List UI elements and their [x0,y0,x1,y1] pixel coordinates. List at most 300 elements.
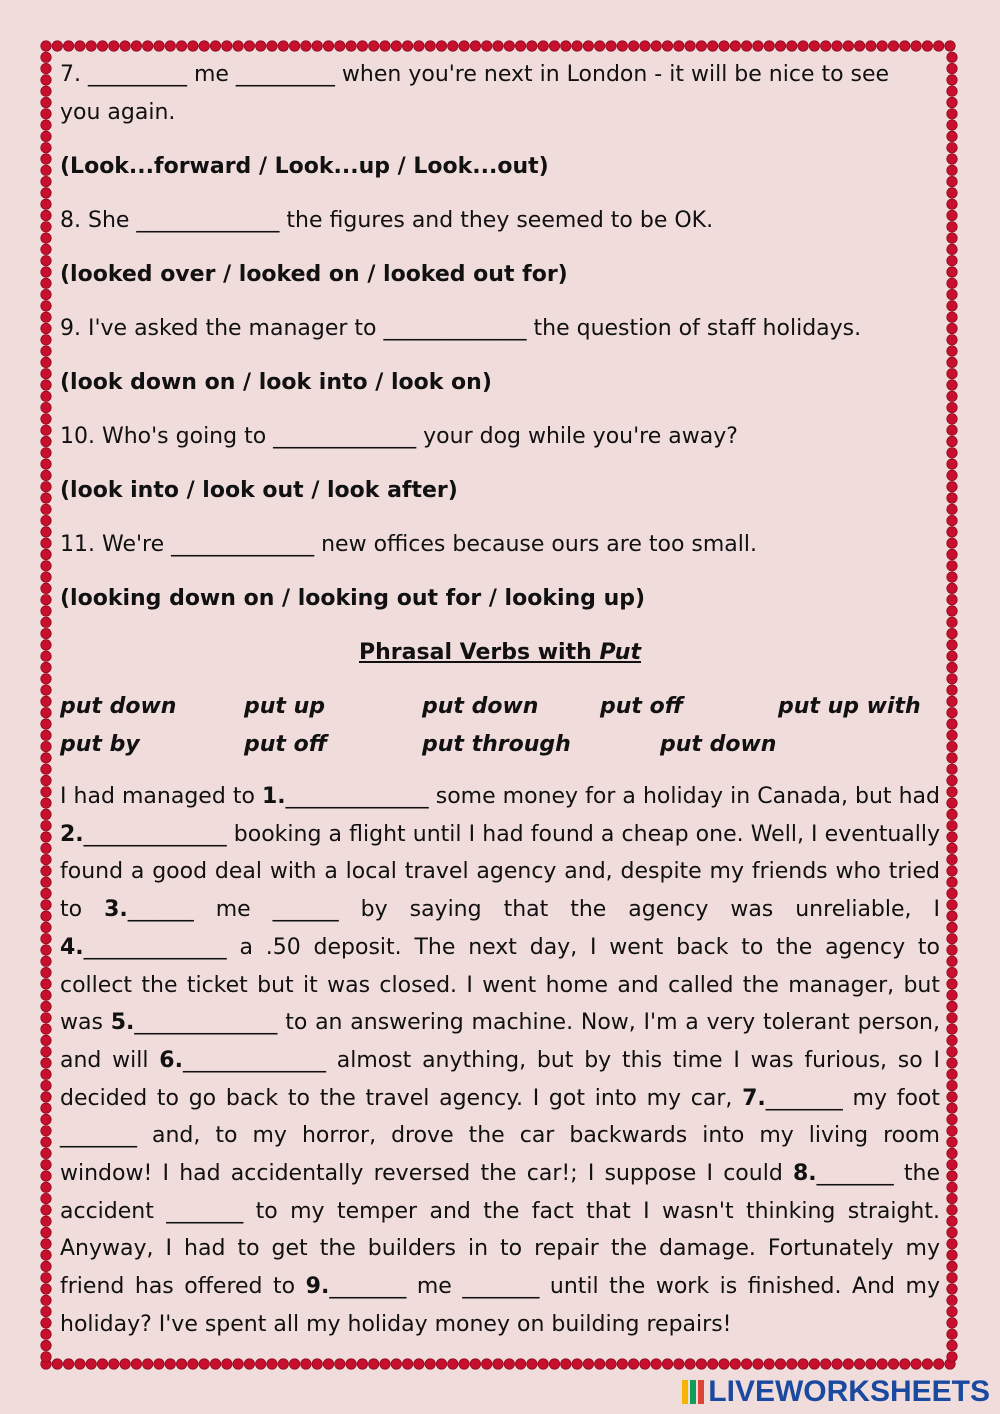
border-bead [947,436,957,446]
answer-options: (looked over / looked on / looked out for) [60,262,568,287]
border-bead [947,877,957,887]
word-bank-item: put down [422,694,539,719]
border-bead [41,685,51,695]
border-bead [41,86,51,96]
border-bead [41,267,51,277]
paragraph-text: _____________ booking a flight until I had found a cheap one. Well, I eventually found a good deal with a local travel agency and, despite my friends who tried to [60,821,940,923]
border-bead [685,41,695,51]
border-bead [617,1359,627,1369]
border-bead [674,41,684,51]
border-bead [595,41,605,51]
border-bead [335,1359,345,1369]
section-title-prefix: Phrasal Verbs with [359,640,600,665]
border-bead [41,402,51,412]
border-bead [947,787,957,797]
border-bead [41,176,51,186]
border-bead [41,1329,51,1339]
border-bead [41,945,51,955]
border-bead [41,335,51,345]
border-bead [877,1359,887,1369]
border-bead [41,312,51,322]
border-bead [947,199,957,209]
border-bead [561,1359,571,1369]
border-bead [199,1359,209,1369]
border-bead [41,1035,51,1045]
answer-options: (looking down on / looking out for / looking up) [60,586,646,611]
border-bead [414,1359,424,1369]
border-bead [775,41,785,51]
border-bead [947,538,957,548]
border-bead [41,1205,51,1215]
logo-text: LIVEWORKSHEETS [708,1375,990,1408]
border-bead [199,41,209,51]
gap-number: 7. [742,1085,766,1111]
border-bead [947,764,957,774]
border-bead [947,549,957,559]
border-bead [595,1359,605,1369]
border-bead [41,990,51,1000]
border-bead [131,1359,141,1369]
border-bead [244,41,254,51]
border-bead [947,1069,957,1079]
border-bead [470,41,480,51]
border-bead [41,956,51,966]
word-bank [60,688,940,764]
word-bank-item: put up [244,694,325,719]
question-8 [60,202,940,294]
border-bead [86,41,96,51]
border-bead [947,402,957,412]
border-bead [947,595,957,605]
border-bead [41,210,51,220]
border-bead [267,41,277,51]
border-bead [572,41,582,51]
border-bead [549,41,559,51]
border-bead [947,798,957,808]
border-bead [425,1359,435,1369]
gap-number: 4. [60,934,84,960]
border-bead [41,1261,51,1271]
border-bead [41,199,51,209]
border-bead [41,448,51,458]
border-bead [947,1058,957,1068]
border-bead [947,911,957,921]
border-bead [888,1359,898,1369]
border-bead [41,719,51,729]
border-bead [459,41,469,51]
border-bead [448,41,458,51]
border-bead [448,1359,458,1369]
border-bead [41,877,51,887]
border-bead [41,504,51,514]
border-bead [41,640,51,650]
border-bead [109,41,119,51]
border-bead [947,628,957,638]
border-bead [947,75,957,85]
border-bead [41,1295,51,1305]
border-bead [41,425,51,435]
border-bead [41,1306,51,1316]
border-bead [866,41,876,51]
border-bead [301,1359,311,1369]
border-bead [233,41,243,51]
border-bead [41,628,51,638]
border-bead [312,1359,322,1369]
word-bank-item: put up with [778,694,921,719]
border-bead [154,1359,164,1369]
border-bead [97,1359,107,1369]
border-bead [798,41,808,51]
border-bead [947,1024,957,1034]
border-bead [947,210,957,220]
border-bead [75,41,85,51]
gap-fill-paragraph [60,778,940,1344]
border-bead [41,414,51,424]
border-bead [947,448,957,458]
border-bead [41,1137,51,1147]
border-bead [41,1318,51,1328]
border-bead [947,606,957,616]
word-bank-item: put by [60,732,140,757]
border-bead [335,41,345,51]
border-bead [41,674,51,684]
border-bead [947,267,957,277]
border-bead [41,1092,51,1102]
gap-number: 9. [305,1274,330,1300]
border-bead [947,843,957,853]
border-bead [947,188,957,198]
border-bead [143,41,153,51]
border-bead [787,41,797,51]
border-bead [357,1359,367,1369]
border-bead [278,41,288,51]
border-bead [41,595,51,605]
border-bead [922,41,932,51]
border-bead [821,1359,831,1369]
border-bead [41,866,51,876]
border-bead [900,41,910,51]
border-bead [947,97,957,107]
question-text: 7. _________ me _________ when you're next in London - it will be nice to see [60,62,890,87]
border-bead [651,41,661,51]
answer-options: (Look...forward / Look...up / Look...out) [60,154,549,179]
gap-number: 8. [793,1161,817,1187]
border-bead [947,515,957,525]
border-bead [947,651,957,661]
worksheet-content [60,56,940,1344]
question-text: 8. She _____________ the figures and they seemed to be OK. [60,208,714,233]
border-bead [41,165,51,175]
border-bead [41,369,51,379]
paragraph-text: I had managed to [60,784,262,809]
border-bead [402,1359,412,1369]
border-bead [549,1359,559,1369]
border-bead [947,979,957,989]
border-bead [888,41,898,51]
border-bead [708,41,718,51]
border-bead [459,1359,469,1369]
border-bead [947,1126,957,1136]
border-bead [947,1035,957,1045]
border-bead [256,41,266,51]
border-bead [41,809,51,819]
border-bead [41,109,51,119]
border-bead [41,1171,51,1181]
border-bead [947,120,957,130]
question-text: 9. I've asked the manager to _____________ the question of staff holidays. [60,316,862,341]
paragraph-text: _____________ a .50 deposit. The next day, I went back to the agency to collect the ticket but it was closed. I went home and called the manager, but was [60,934,940,1036]
border-bead [947,504,957,514]
paragraph-text: _______ the accident _______ to my temper and the fact that I wasn't thinking straight. Anyway, I had to get the builders in to repair the damage. Fortunately my friend has offered to [60,1161,940,1300]
border-bead [41,888,51,898]
border-bead [775,1359,785,1369]
border-bead [41,1160,51,1170]
border-bead [947,414,957,424]
border-bead [934,1359,944,1369]
border-bead [41,436,51,446]
border-bead [391,1359,401,1369]
border-bead [120,41,130,51]
border-bead [41,380,51,390]
border-bead [267,1359,277,1369]
border-bead [278,1359,288,1369]
answer-options: (look into / look out / look after) [60,478,458,503]
border-bead [947,256,957,266]
border-bead [41,798,51,808]
border-bead [583,1359,593,1369]
border-bead [41,1080,51,1090]
border-bead [900,1359,910,1369]
border-bead [41,527,51,537]
border-bead [41,52,51,62]
border-bead [832,41,842,51]
border-bead [176,41,186,51]
border-bead [301,41,311,51]
border-bead [764,1359,774,1369]
border-bead [41,244,51,254]
border-bead [947,741,957,751]
paragraph-text: _______ me _______ until the work is finished. And my holiday? I've spent all my holiday money on building repairs! [60,1274,940,1337]
border-bead [947,674,957,684]
border-bead [947,1239,957,1249]
border-bead [947,1227,957,1237]
border-bead [41,1047,51,1057]
border-bead [947,1182,957,1192]
border-bead [617,41,627,51]
border-bead [741,1359,751,1369]
border-bead [41,41,51,51]
border-bead [947,1148,957,1158]
border-bead [289,41,299,51]
border-bead [696,1359,706,1369]
border-bead [947,753,957,763]
border-bead [41,934,51,944]
border-bead [402,41,412,51]
border-bead [606,1359,616,1369]
gap-number: 1. [262,784,286,809]
border-bead [628,41,638,51]
border-bead [369,1359,379,1369]
border-bead [504,41,514,51]
border-bead [947,1318,957,1328]
border-bead [41,708,51,718]
border-bead [947,967,957,977]
border-bead [947,708,957,718]
question-11 [60,526,940,618]
border-bead [41,278,51,288]
border-bead [947,1352,957,1362]
border-bead [41,1227,51,1237]
border-bead [947,1306,957,1316]
border-bead [947,821,957,831]
border-bead [947,357,957,367]
border-bead [947,312,957,322]
border-bead [188,41,198,51]
border-bead [719,41,729,51]
border-bead [922,1359,932,1369]
border-bead [41,764,51,774]
border-bead [947,52,957,62]
border-bead [323,1359,333,1369]
border-bead [947,685,957,695]
border-bead [911,41,921,51]
border-bead [947,583,957,593]
border-bead [947,1329,957,1339]
border-bead [41,188,51,198]
border-bead [947,233,957,243]
border-bead [843,1359,853,1369]
border-bead [143,1359,153,1369]
border-bead [176,1359,186,1369]
border-bead [41,154,51,164]
border-bead [947,561,957,571]
border-bead [41,301,51,311]
border-bead [685,1359,695,1369]
answer-options: (look down on / look into / look on) [60,370,492,395]
border-bead [493,1359,503,1369]
border-bead [947,391,957,401]
border-bead [696,41,706,51]
border-bead [947,1340,957,1350]
border-bead [730,41,740,51]
border-bead [947,154,957,164]
border-bead [41,651,51,661]
border-bead [75,1359,85,1369]
border-bead [210,41,220,51]
border-bead [41,97,51,107]
gap-number: 3. [104,897,128,923]
border-bead [493,41,503,51]
border-bead [947,934,957,944]
border-bead [843,41,853,51]
border-bead [41,821,51,831]
border-bead [947,278,957,288]
border-bead [380,1359,390,1369]
border-bead [628,1359,638,1369]
border-bead [947,335,957,345]
border-bead [289,1359,299,1369]
border-bead [109,1359,119,1369]
border-bead [41,730,51,740]
border-bead [947,1103,957,1113]
border-bead [640,41,650,51]
paragraph-text: _____________ almost anything, but by this time I was furious, so I decided to go back to the travel agency. I got into my car, [60,1047,940,1111]
border-bead [947,809,957,819]
border-bead [947,346,957,356]
border-bead [41,662,51,672]
border-bead [947,1295,957,1305]
border-bead [866,1359,876,1369]
border-bead [674,1359,684,1369]
border-bead [41,832,51,842]
border-bead [312,41,322,51]
border-bead [41,459,51,469]
border-bead [41,346,51,356]
border-bead [515,1359,525,1369]
border-bead [527,41,537,51]
border-bead [436,1359,446,1369]
border-bead [947,1013,957,1023]
border-bead [662,1359,672,1369]
border-bead [947,143,957,153]
border-bead [41,323,51,333]
border-bead [346,41,356,51]
border-bead [947,1216,957,1226]
border-bead [561,41,571,51]
border-bead [947,572,957,582]
border-bead [854,41,864,51]
border-bead [947,922,957,932]
border-bead [945,41,955,51]
border-bead [41,1340,51,1350]
border-bead [41,741,51,751]
border-bead [120,1359,130,1369]
border-bead [809,41,819,51]
border-bead [809,1359,819,1369]
border-bead [41,967,51,977]
border-bead [947,323,957,333]
question-text: 10. Who's going to _____________ your dog while you're away? [60,424,738,449]
border-bead [41,538,51,548]
border-bead [947,1261,957,1271]
border-bead [41,1058,51,1068]
gap-number: 2. [60,821,84,847]
border-bead [41,1359,51,1369]
border-bead [947,470,957,480]
border-bead [947,165,957,175]
border-bead [572,1359,582,1369]
border-bead [947,640,957,650]
border-bead [41,900,51,910]
border-bead [41,787,51,797]
border-bead [947,1284,957,1294]
border-bead [947,63,957,73]
border-bead [41,1148,51,1158]
border-bead [41,1284,51,1294]
border-bead [947,493,957,503]
border-bead [719,1359,729,1369]
border-bead [482,1359,492,1369]
border-bead [52,41,62,51]
border-bead [947,1114,957,1124]
word-bank-item: put through [422,732,571,757]
border-bead [947,131,957,141]
border-bead [63,1359,73,1369]
border-bead [63,41,73,51]
border-bead [947,866,957,876]
border-bead [41,143,51,153]
border-bead [165,41,175,51]
